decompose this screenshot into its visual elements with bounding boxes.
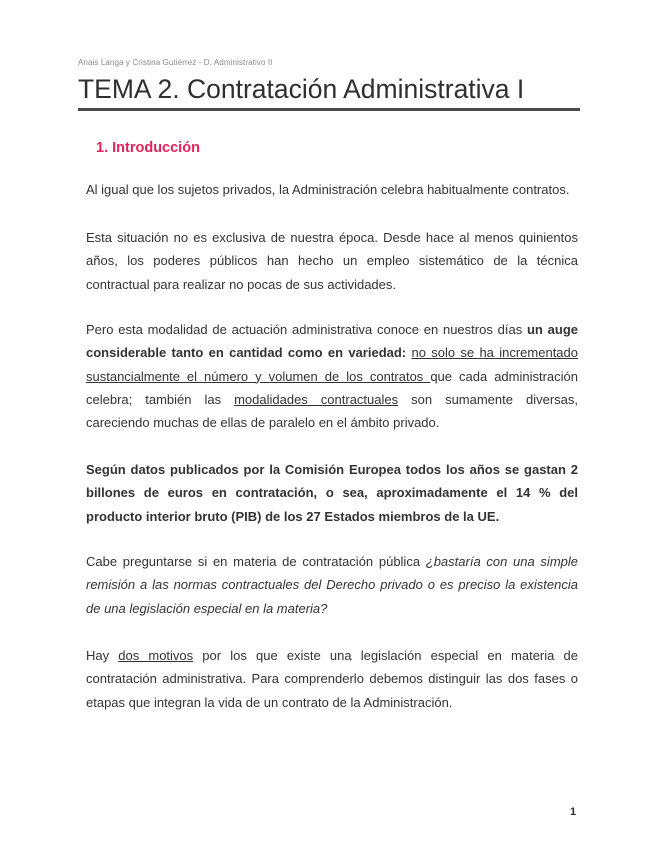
paragraph-5-text: Cabe preguntarse si en materia de contratación pública [86, 554, 426, 569]
paragraph-3-underlined-text: no solo se ha incrementado sustancialmente el número y volumen de los contratos [86, 345, 579, 384]
paragraph-3-text-end: son sumamente diversas, careciendo muchas de ellas de paralelo en el ámbito privado. [86, 391, 578, 431]
paragraph-6-underlined-text: dos motivos [118, 648, 194, 663]
paragraph-4-bold: Según datos publicados por la Comisión Europea todos los años se gastan 2 billones de euros en contratación, o sea, aproximadamente el 14 % del producto interior bruto (PIB) de los 27 Estados miembros de la UE. [86, 462, 578, 524]
document-header: Anais Langa y Cristina Gutiérrez - D. Administrativo II [78, 58, 273, 67]
paragraph-3-underlined-modalidades: modalidades contractuales [234, 391, 399, 407]
paragraph-2: Esta situación no es exclusiva de nuestra época. Desde hace al menos quinientos años, los poderes públicos han hecho un empleo sistemático de la técnica contractual para realizar no pocas de sus actividades. [86, 230, 578, 292]
paragraph-1: Al igual que los sujetos privados, la Administración celebra habitualmente contratos. [86, 182, 570, 197]
paragraph-5 [86, 550, 578, 620]
page-title: TEMA 2. Contratación Administrativa I [78, 74, 525, 104]
page-number: 1 [570, 806, 577, 818]
paragraph-6-text: Hay [86, 648, 119, 663]
title-divider [78, 108, 580, 111]
paragraph-5-italic-question: ¿bastaría con una simple remisión a las normas contractuales del Derecho privado o es preciso la existencia de una legislación especial en la materia? [86, 554, 579, 616]
paragraph-3-text: Pero esta modalidad de actuación administrativa conoce en nuestros días [86, 322, 527, 337]
paragraph-6 [86, 644, 578, 714]
section-heading: 1. Introducción [96, 140, 200, 156]
paragraph-3-text-cont: que cada administración celebra; también las [86, 368, 579, 407]
paragraph-3-bold-text: un auge considerable tanto en cantidad como en variedad: [86, 322, 578, 361]
paragraph-3 [86, 318, 578, 434]
paragraph-6-text-end: por los que existe una legislación especial en materia de contratación administrativa. Para comprenderlo debemos distinguir las dos fases o etapas que integran la vida de un contrato de la Administración. [86, 648, 578, 710]
